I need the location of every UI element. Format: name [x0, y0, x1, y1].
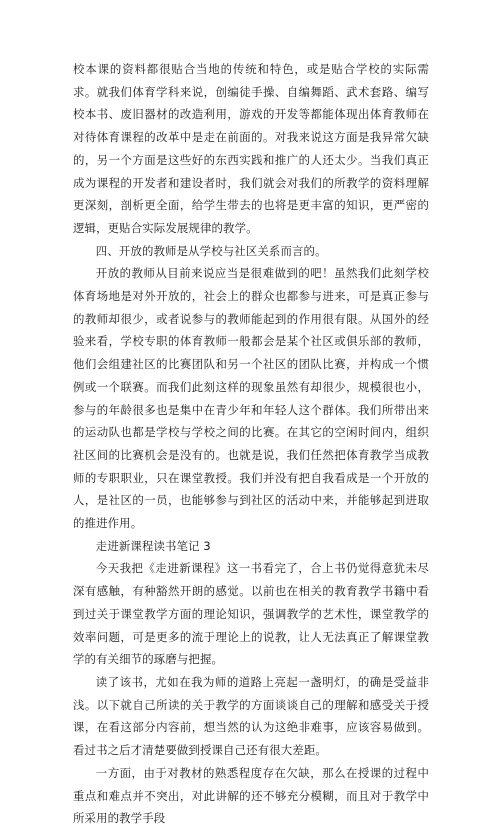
paragraph-heading-open-teacher: 四、开放的教师是从学校与社区关系而言的。 — [95, 243, 327, 258]
paragraph-open-teacher: 开放的教师从目前来说应当是很难做到的吧！虽然我们此刻学校体育场地是对外开放的，社会上的群众也都参与进来，可是真正参与的教师却很少，或者说参与的教师能起到的作用很有限。从国外的经验来看，学校专职的体育教师一般都会是某个社区或俱乐部的教师，他们会组建社区的比赛团队和另一个社区的团队比赛，并构成一个惯例或一个联赛。而我们此刻这样的现象虽然有却很少，规模很也小，参与的年龄很多也是集中在青少年和年轻人这个群体。我们所带出来的运动队也都是学校与学校之间的比赛。在其它的空闲时间内，组织社区间的比赛机会是没有的。也就是说，我们任然把体育教学当成教师的专职职业，只在课堂教授。我们并没有把自我看成是一个开放的人，是社区的一员，也能够参与到社区的活动中来，并能够起到进取的推进作用。 — [73, 266, 429, 531]
document-body — [73, 58, 429, 830]
paragraph-textbook-content: 校本课的资料都很贴合当地的传统和特色，或是贴合学校的实际需求。就我们体育学科来说，创编徒手操、自编舞蹈、武术套路、编写校本书、废旧器材的改造利用，游戏的开发等都能体现出体育教师在对待体育课程的改革中是走在前面的。对我来说这方面是我异常欠缺的，另一个方面是这些好的东西实践和推广的人还太少。当我们真正成为课程的开发者和建设者时，我们就会对我们的所教学的资料理解更深刻，剖析更全面，给学生带去的也将是更丰富的知识，更严密的逻辑，更贴合实际发展规律的教学。 — [73, 62, 429, 235]
paragraph-on-one-hand: 一方面，由于对教材的熟悉程度存在欠缺，那么在授课的过程中重点和难点并不突出，对此讲解的还不够充分模糊，而且对于教学中所采用的教学手段 — [73, 765, 429, 826]
paragraph-finished-book: 今天我把《走进新课程》这一书看完了，合上书仍觉得意犹未尽深有感触，有种豁然开朗的感觉。以前也在相关的教育教学书籍中看到过关于课堂教学方面的理论知识，强调教学的艺术性，课堂教学的效率问题，可是更多的流于理论上的说教，让人无法真正了解课堂教学的有关细节的琢磨与把握。 — [73, 561, 429, 667]
paragraph-after-reading: 读了该书，尤如在我为师的道路上亮起一盏明灯，的确是受益非浅。以下就自己所读的关于教学的方面谈谈自己的理解和感受关于授课，在看这部分内容前，想当然的认为这绝非难事，应该容易做到。看过书之后才清楚要做到授课自己还有很大差距。 — [73, 674, 429, 758]
section-title-reading-notes-3: 走进新课程读书笔记 3 — [95, 538, 211, 553]
